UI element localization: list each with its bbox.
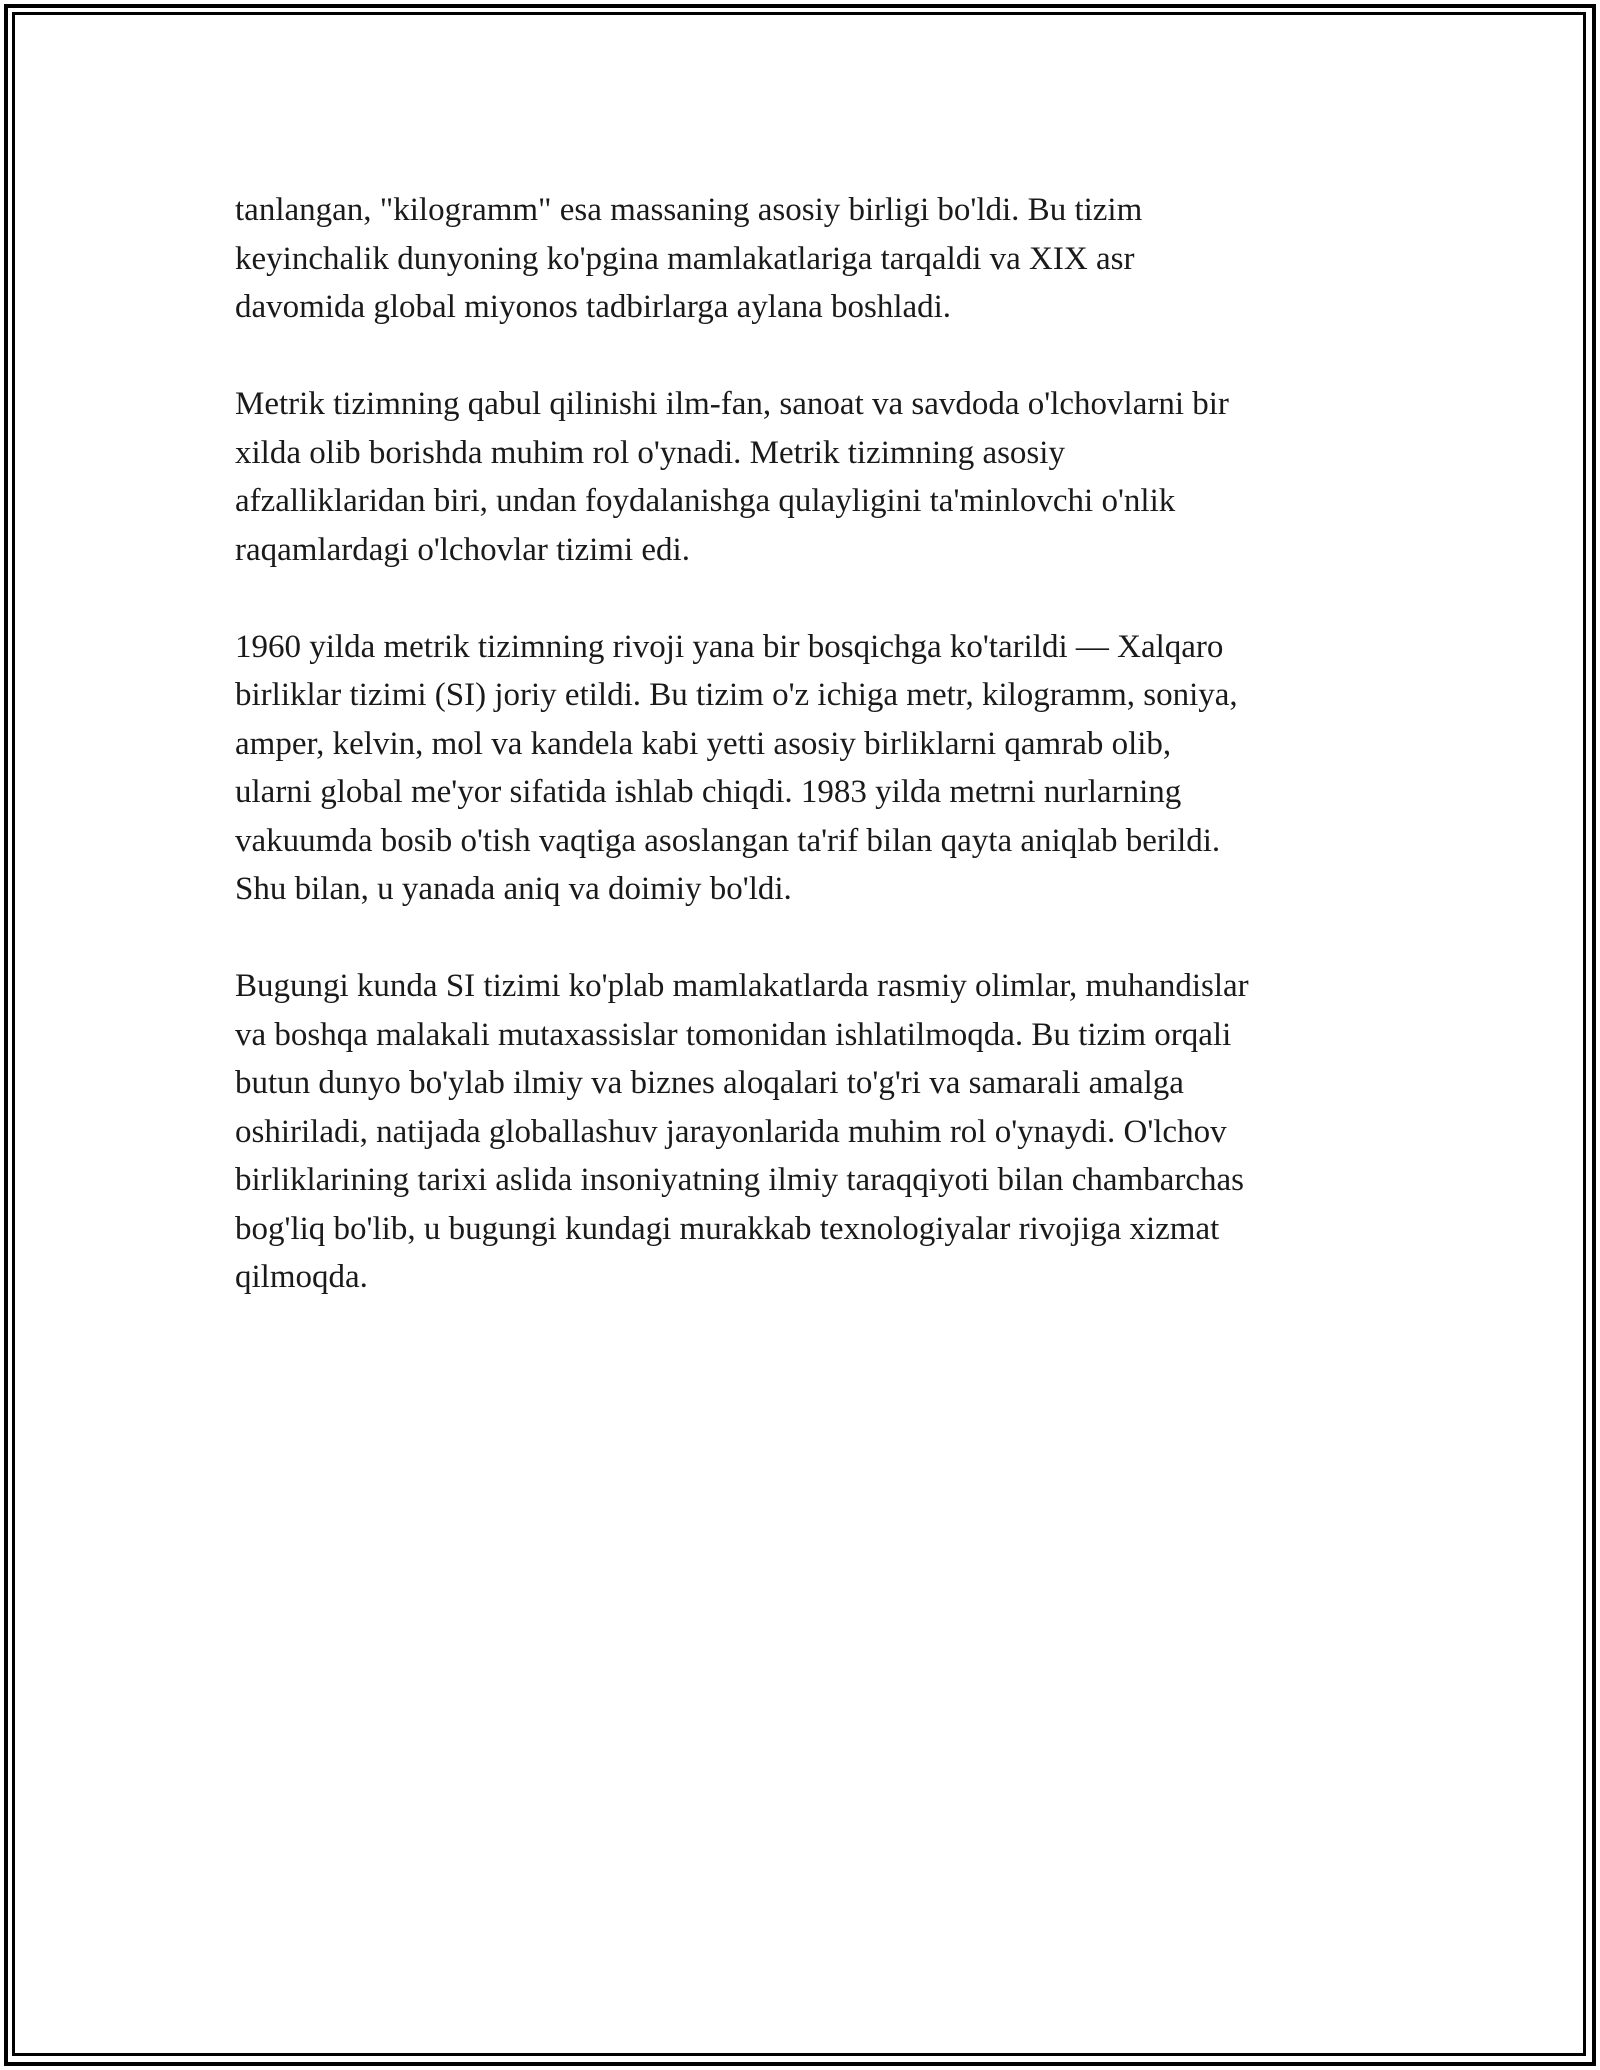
text-line: Metrik tizimning qabul qilinishi ilm-fan, sanoat va savdoda o'lchovlarni bir (235, 386, 1229, 422)
text-line: oshiriladi, natijada globallashuv jarayonlarida muhim rol o'ynaydi. O'lchov (235, 1113, 1227, 1150)
text-line: butun dunyo bo'ylab ilmiy va biznes aloqalari to'g'ri va samarali amalga (235, 1065, 1184, 1101)
text-line: qilmoqda. (235, 1259, 368, 1295)
text-line: Bugungi kunda SI tizimi ko'plab mamlakatlarda rasmiy olimlar, muhandislar (235, 968, 1249, 1004)
text-line: xilda olib borishda muhim rol o'ynadi. Metrik tizimning asosiy (235, 434, 1065, 471)
paragraph-4 (235, 962, 1375, 1302)
text-line: keyinchalik dunyoning ko'pgina mamlakatlariga tarqaldi va XIX asr (235, 240, 1135, 277)
text-line: amper, kelvin, mol va kandela kabi yetti asosiy birliklarni qamrab olib, (235, 725, 1172, 762)
text-line: ularni global me'yor sifatida ishlab chiqdi. 1983 yilda metrni nurlarning (235, 774, 1182, 810)
text-line: birliklar tizimi (SI) joriy etildi. Bu tizim o'z ichiga metr, kilogramm, soniya, (235, 677, 1238, 713)
text-line: raqamlardagi o'lchovlar tizimi edi. (235, 531, 690, 568)
paragraph-2 (235, 380, 1375, 574)
text-line: 1960 yilda metrik tizimning rivoji yana bir bosqichga ko'tarildi — Xalqaro (235, 628, 1224, 665)
paragraph-3 (235, 623, 1375, 914)
text-line: davomida global miyonos tadbirlarga aylana boshladi. (235, 289, 952, 325)
text-line: bog'liq bo'lib, u bugungi kundagi murakkab texnologiyalar rivojiga xizmat (235, 1210, 1220, 1247)
text-line: vakuumda bosib o'tish vaqtiga asoslangan ta'rif bilan qayta aniqlab berildi. (235, 822, 1221, 859)
document-body (235, 186, 1375, 1350)
text-line: va boshqa malakali mutaxassislar tomonidan ishlatilmoqda. Bu tizim orqali (235, 1016, 1232, 1053)
text-line: Shu bilan, u yanada aniq va doimiy bo'ldi. (235, 871, 792, 907)
text-line: afzalliklaridan biri, undan foydalanishga qulayligini ta'minlovchi o'nlik (235, 483, 1176, 519)
text-line: tanlangan, "kilogramm" esa massaning asosiy birligi bo'ldi. Bu tizim (235, 192, 1143, 228)
paragraph-1 (235, 186, 1375, 332)
text-line: birliklarining tarixi aslida insoniyatning ilmiy taraqqiyoti bilan chambarchas (235, 1162, 1245, 1198)
